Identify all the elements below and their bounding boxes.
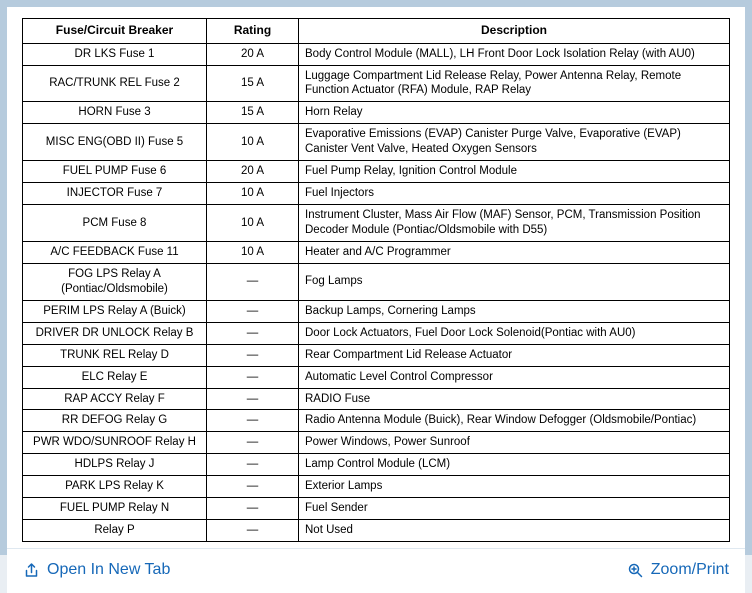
table-row — [23, 102, 730, 124]
cell-description: Lamp Control Module (LCM) — [299, 454, 730, 476]
cell-description: Heater and A/C Programmer — [299, 241, 730, 263]
cell-fuse-circuit-breaker: TRUNK REL Relay D — [23, 344, 207, 366]
cell-description: Fog Lamps — [299, 263, 730, 300]
cell-fuse-circuit-breaker: ELC Relay E — [23, 366, 207, 388]
cell-rating: — — [207, 432, 299, 454]
cell-fuse-circuit-breaker: PERIM LPS Relay A (Buick) — [23, 300, 207, 322]
header-fuse-circuit-breaker: Fuse/Circuit Breaker — [23, 19, 207, 44]
table-row — [23, 410, 730, 432]
cell-description: Fuel Injectors — [299, 183, 730, 205]
table-row — [23, 183, 730, 205]
cell-description: Backup Lamps, Cornering Lamps — [299, 300, 730, 322]
table-row — [23, 161, 730, 183]
table-row — [23, 498, 730, 520]
cell-rating: 20 A — [207, 43, 299, 65]
cell-description: Rear Compartment Lid Release Actuator — [299, 344, 730, 366]
cell-rating: — — [207, 410, 299, 432]
viewer-footer-bar — [7, 548, 745, 593]
cell-rating: 15 A — [207, 65, 299, 102]
header-rating: Rating — [207, 19, 299, 44]
table-row — [23, 263, 730, 300]
cell-fuse-circuit-breaker: PCM Fuse 8 — [23, 205, 207, 242]
open-in-new-tab-label: Open In New Tab — [47, 561, 171, 579]
cell-description: Instrument Cluster, Mass Air Flow (MAF) Sensor, PCM, Transmission Position Decoder Module (Pontiac/Oldsmobile with D55) — [299, 205, 730, 242]
cell-fuse-circuit-breaker: PWR WDO/SUNROOF Relay H — [23, 432, 207, 454]
fuse-table-container — [7, 7, 745, 548]
cell-description: Fuel Pump Relay, Ignition Control Module — [299, 161, 730, 183]
table-row — [23, 124, 730, 161]
cell-fuse-circuit-breaker: RR DEFOG Relay G — [23, 410, 207, 432]
cell-description: Automatic Level Control Compressor — [299, 366, 730, 388]
zoom-icon — [627, 562, 644, 579]
table-row — [23, 65, 730, 102]
cell-rating: 10 A — [207, 241, 299, 263]
table-row — [23, 322, 730, 344]
cell-rating: — — [207, 344, 299, 366]
cell-rating: — — [207, 366, 299, 388]
cell-rating: 10 A — [207, 183, 299, 205]
cell-description: Fuel Sender — [299, 498, 730, 520]
cell-description: Radio Antenna Module (Buick), Rear Window Defogger (Oldsmobile/Pontiac) — [299, 410, 730, 432]
cell-fuse-circuit-breaker: RAP ACCY Relay F — [23, 388, 207, 410]
open-in-new-tab-link[interactable] — [23, 561, 170, 579]
cell-rating: — — [207, 300, 299, 322]
table-row — [23, 432, 730, 454]
table-header-row — [23, 19, 730, 44]
table-row — [23, 388, 730, 410]
cell-fuse-circuit-breaker: HDLPS Relay J — [23, 454, 207, 476]
cell-fuse-circuit-breaker: DR LKS Fuse 1 — [23, 43, 207, 65]
cell-description: Exterior Lamps — [299, 476, 730, 498]
cell-fuse-circuit-breaker: Relay P — [23, 520, 207, 542]
cell-rating: — — [207, 520, 299, 542]
cell-description: Body Control Module (MALL), LH Front Door Lock Isolation Relay (with AU0) — [299, 43, 730, 65]
cell-description: Door Lock Actuators, Fuel Door Lock Solenoid(Pontiac with AU0) — [299, 322, 730, 344]
cell-description: Evaporative Emissions (EVAP) Canister Purge Valve, Evaporative (EVAP) Canister Vent Valve, Heated Oxygen Sensors — [299, 124, 730, 161]
zoom-print-link[interactable] — [627, 561, 729, 579]
table-row — [23, 205, 730, 242]
cell-description: Not Used — [299, 520, 730, 542]
cell-description: Horn Relay — [299, 102, 730, 124]
fuse-table-body — [23, 43, 730, 542]
cell-fuse-circuit-breaker: FUEL PUMP Relay N — [23, 498, 207, 520]
cell-fuse-circuit-breaker: MISC ENG(OBD II) Fuse 5 — [23, 124, 207, 161]
cell-fuse-circuit-breaker: RAC/TRUNK REL Fuse 2 — [23, 65, 207, 102]
cell-rating: 15 A — [207, 102, 299, 124]
zoom-print-label: Zoom/Print — [650, 561, 729, 579]
cell-description: RADIO Fuse — [299, 388, 730, 410]
cell-rating: — — [207, 322, 299, 344]
cell-fuse-circuit-breaker: DRIVER DR UNLOCK Relay B — [23, 322, 207, 344]
table-row — [23, 344, 730, 366]
table-row — [23, 520, 730, 542]
cell-fuse-circuit-breaker: PARK LPS Relay K — [23, 476, 207, 498]
cell-fuse-circuit-breaker: A/C FEEDBACK Fuse 11 — [23, 241, 207, 263]
fuse-table — [22, 18, 730, 542]
cell-rating: 10 A — [207, 124, 299, 161]
table-row — [23, 454, 730, 476]
header-description: Description — [299, 19, 730, 44]
table-row — [23, 476, 730, 498]
cell-rating: — — [207, 263, 299, 300]
cell-description: Luggage Compartment Lid Release Relay, Power Antenna Relay, Remote Function Actuator (RFA) Module, RAP Relay — [299, 65, 730, 102]
table-row — [23, 366, 730, 388]
cell-description: Power Windows, Power Sunroof — [299, 432, 730, 454]
cell-rating: — — [207, 454, 299, 476]
cell-fuse-circuit-breaker: FUEL PUMP Fuse 6 — [23, 161, 207, 183]
cell-fuse-circuit-breaker: INJECTOR Fuse 7 — [23, 183, 207, 205]
open-in-new-tab-icon — [23, 562, 40, 579]
cell-fuse-circuit-breaker: HORN Fuse 3 — [23, 102, 207, 124]
table-row — [23, 300, 730, 322]
cell-rating: — — [207, 476, 299, 498]
table-row — [23, 241, 730, 263]
cell-rating: 20 A — [207, 161, 299, 183]
table-row — [23, 43, 730, 65]
cell-rating: — — [207, 388, 299, 410]
cell-rating: — — [207, 498, 299, 520]
cell-fuse-circuit-breaker: FOG LPS Relay A (Pontiac/Oldsmobile) — [23, 263, 207, 300]
cell-rating: 10 A — [207, 205, 299, 242]
